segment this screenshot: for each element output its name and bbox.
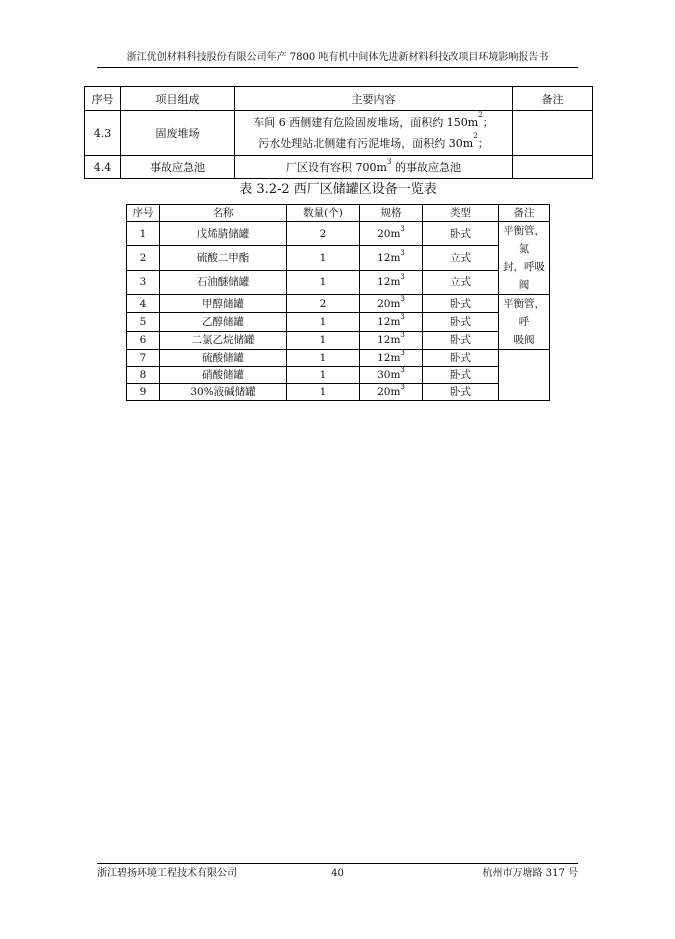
content-text: 车间 6 西侧建有危险固废堆场，面积约 150m: [253, 116, 479, 129]
table2-header-spec: 规格: [360, 205, 423, 222]
table1-header-no: 序号: [85, 87, 121, 111]
spec-text: 20m: [377, 386, 401, 398]
content-tail: ；: [482, 116, 494, 129]
row-component: 事故应急池: [121, 156, 235, 179]
content-text: 污水处理站北侧建有污泥堆场，面积约 30m: [258, 137, 474, 150]
table2-header-qty: 数量(个): [287, 205, 360, 222]
row-qty: 1: [287, 384, 360, 401]
row-qty: 1: [287, 270, 360, 294]
page-number: 40: [331, 868, 344, 879]
superscript: 3: [400, 383, 405, 391]
row-no: 3: [127, 270, 160, 294]
row-note-empty: [499, 350, 550, 401]
row-spec: [360, 313, 423, 331]
table-caption: 表 3.2-2 西厂区储罐区设备一览表: [239, 182, 437, 197]
table-row: [127, 246, 550, 270]
row-spec: [360, 367, 423, 384]
table-row: [127, 270, 550, 294]
table-row: [127, 295, 550, 313]
row-spec: [360, 384, 423, 401]
row-note-group1: [499, 222, 550, 295]
row-name: 硫酸储罐: [160, 350, 287, 367]
row-type: 立式: [423, 246, 499, 270]
table-row: [127, 222, 550, 246]
row-type: 卧式: [423, 367, 499, 384]
header-rule: [97, 67, 578, 68]
row-no: 4: [127, 295, 160, 313]
row-note-group2: [499, 295, 550, 350]
row-type: 卧式: [423, 313, 499, 331]
project-composition-table: [84, 86, 593, 179]
footer-address: 杭州市万塘路 317 号: [482, 868, 578, 879]
superscript: 3: [386, 158, 392, 166]
table2-header-note: 备注: [499, 205, 550, 222]
row-name: 硝酸储罐: [160, 367, 287, 384]
row-name: 30%液碱储罐: [160, 384, 287, 401]
row-type: 立式: [423, 270, 499, 294]
spec-text: 20m: [377, 297, 401, 310]
row-spec: [360, 246, 423, 270]
row-no: 7: [127, 350, 160, 367]
page-header-title: 浙江优创材料科技股份有限公司年产 7800 吨有机中间体先进新材料科技改项目环境影响报告书: [126, 52, 549, 63]
table2-header-no: 序号: [127, 205, 160, 222]
table-row: [127, 331, 550, 349]
row-no: 5: [127, 313, 160, 331]
row-type: 卧式: [423, 295, 499, 313]
row-component: 固废堆场: [121, 111, 235, 156]
storage-tank-table: [126, 204, 550, 401]
table-row: [127, 384, 550, 401]
content-line: [235, 133, 512, 154]
superscript: 3: [400, 331, 405, 340]
spec-text: 12m: [377, 352, 401, 364]
table-row: [85, 111, 593, 156]
row-spec: [360, 350, 423, 367]
table-row: [85, 156, 593, 179]
note-line: 平衡管，氮: [503, 225, 545, 255]
row-no: 9: [127, 384, 160, 401]
table1-header-note: 备注: [513, 87, 593, 111]
row-no: 8: [127, 367, 160, 384]
row-name: 石油醚储罐: [160, 270, 287, 294]
row-note: [513, 156, 593, 179]
row-name: 二氯乙烷储罐: [160, 331, 287, 349]
spec-text: 12m: [377, 251, 401, 264]
content-tail: 的事故应急池: [391, 161, 461, 174]
superscript: 2: [478, 111, 483, 119]
table-row: [127, 367, 550, 384]
superscript: 3: [400, 273, 405, 282]
row-no: 6: [127, 331, 160, 349]
row-name: 戊烯腈储罐: [160, 222, 287, 246]
row-spec: [360, 295, 423, 313]
row-no: 1: [127, 222, 160, 246]
table1-header-row: [85, 87, 593, 111]
row-name: 硫酸二甲酯: [160, 246, 287, 270]
table-row: [127, 350, 550, 367]
row-type: 卧式: [423, 222, 499, 246]
superscript: 3: [400, 366, 405, 374]
row-type: 卧式: [423, 384, 499, 401]
row-spec: [360, 331, 423, 349]
row-qty: 1: [287, 246, 360, 270]
spec-text: 12m: [377, 315, 401, 328]
row-qty: 2: [287, 222, 360, 246]
superscript: 3: [400, 248, 405, 257]
row-name: 甲醇储罐: [160, 295, 287, 313]
row-name: 乙醇储罐: [160, 313, 287, 331]
table2-header-name: 名称: [160, 205, 287, 222]
content-line: [235, 112, 512, 133]
superscript: 3: [400, 294, 405, 303]
row-content: [235, 111, 513, 156]
superscript: 3: [400, 312, 405, 321]
row-no: 4.3: [85, 111, 121, 156]
content-tail: ；: [477, 137, 489, 150]
row-note: [513, 111, 593, 156]
spec-text: 30m: [377, 369, 401, 381]
table2-header-type: 类型: [423, 205, 499, 222]
row-qty: 1: [287, 331, 360, 349]
row-no: 4.4: [85, 156, 121, 179]
row-qty: 1: [287, 367, 360, 384]
row-qty: 1: [287, 313, 360, 331]
superscript: 2: [473, 132, 478, 140]
row-qty: 2: [287, 295, 360, 313]
row-spec: [360, 222, 423, 246]
row-type: 卧式: [423, 350, 499, 367]
row-qty: 1: [287, 350, 360, 367]
row-no: 2: [127, 246, 160, 270]
row-type: 卧式: [423, 331, 499, 349]
content-text: 厂区设有容积 700m: [286, 161, 387, 174]
table1-header-content: 主要内容: [235, 87, 513, 111]
table2-header-row: [127, 205, 550, 222]
row-content: [235, 156, 513, 179]
note-line: 封，呼吸阀: [503, 261, 545, 291]
table1-header-component: 项目组成: [121, 87, 235, 111]
spec-text: 20m: [377, 227, 401, 240]
spec-text: 12m: [377, 334, 401, 347]
footer-rule: [97, 863, 578, 864]
row-spec: [360, 270, 423, 294]
note-line: 吸阀: [513, 334, 535, 346]
table-row: [127, 313, 550, 331]
note-line: 平衡管，呼: [503, 298, 545, 328]
superscript: 3: [400, 224, 405, 233]
footer-company: 浙江碧扬环境工程技术有限公司: [97, 868, 237, 879]
spec-text: 12m: [377, 276, 401, 289]
superscript: 3: [400, 349, 405, 357]
